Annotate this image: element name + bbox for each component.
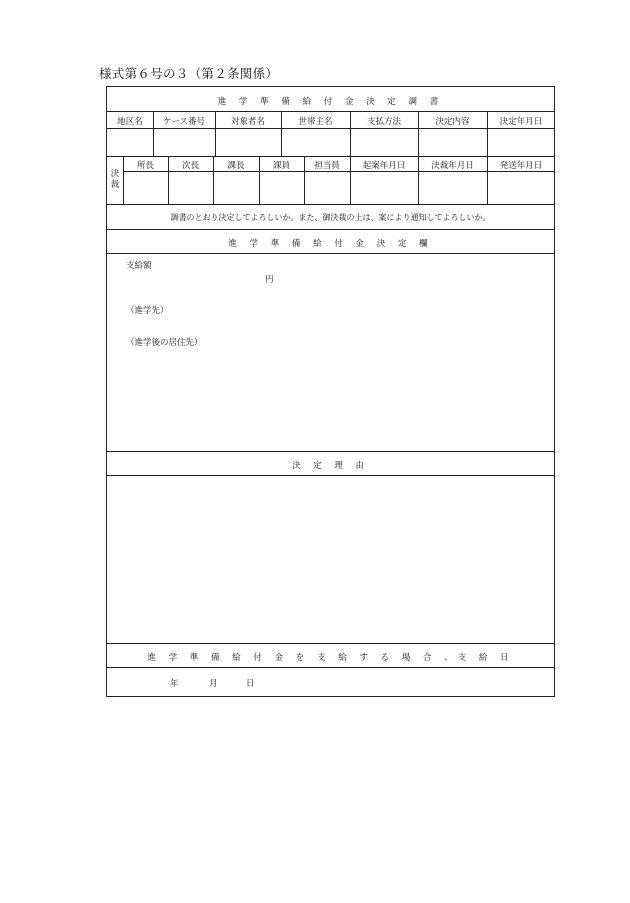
form-number: 様式第６号の３（第２条関係） [99,66,279,81]
header-decision-date: 決定年月日 [499,117,543,127]
divider [107,253,554,254]
divider [123,171,554,172]
header-payment-method: 支払方法 [366,117,401,127]
form-title: 進 学 準 備 給 付 金 決 定 調 書 [217,97,444,107]
reason-section-title: 決 定 理 由 [291,461,370,471]
divider [107,451,554,452]
amount-label: 支給額 [126,261,152,271]
payment-section-title: 進 学 準 備 給 付 金 を 支 給 す る 場 合 、支 給 日 [147,653,514,663]
divider [107,229,554,230]
header-case-number: ケース番号 [162,117,206,127]
payment-day-label: 日 [246,679,255,689]
decision-section-title: 進 学 準 備 給 付 金 決 定 欄 [228,239,433,249]
header-district: 地区名 [117,117,143,127]
approval-header-approval-date: 決裁年月日 [431,161,474,171]
approval-header-deputy: 次長 [181,161,199,171]
divider [107,667,554,668]
divider [107,643,554,644]
approval-side-label [108,169,122,191]
divider [107,475,554,476]
yen-unit: 円 [265,275,274,285]
header-household-head: 世帯主名 [298,117,333,127]
approval-header-draft-date: 起案年月日 [362,161,406,171]
payment-month-label: 月 [209,679,218,689]
approval-side-label-bottom: 裁 [110,180,120,190]
approval-side-label-top: 決 [110,169,120,179]
approval-header-officer: 担当員 [314,161,340,171]
divider [107,204,554,205]
approval-header-section-staff: 課員 [272,161,290,171]
residence-label: （進学後の居住先） [126,338,203,348]
approval-statement: 調書のとおり決定してよろしいか。また、御決裁の上は、案により通知してよろしいか。 [170,213,491,222]
header-subject-name: 対象者名 [230,117,265,127]
approval-header-dispatch-date: 発送年月日 [499,161,543,171]
school-label: （進学先） [126,306,169,316]
decision-form [106,86,555,697]
header-decision-content: 決定内容 [435,117,470,127]
approval-header-section-chief: 課長 [227,161,245,171]
payment-year-label: 年 [170,679,179,689]
approval-header-director: 所長 [136,161,154,171]
